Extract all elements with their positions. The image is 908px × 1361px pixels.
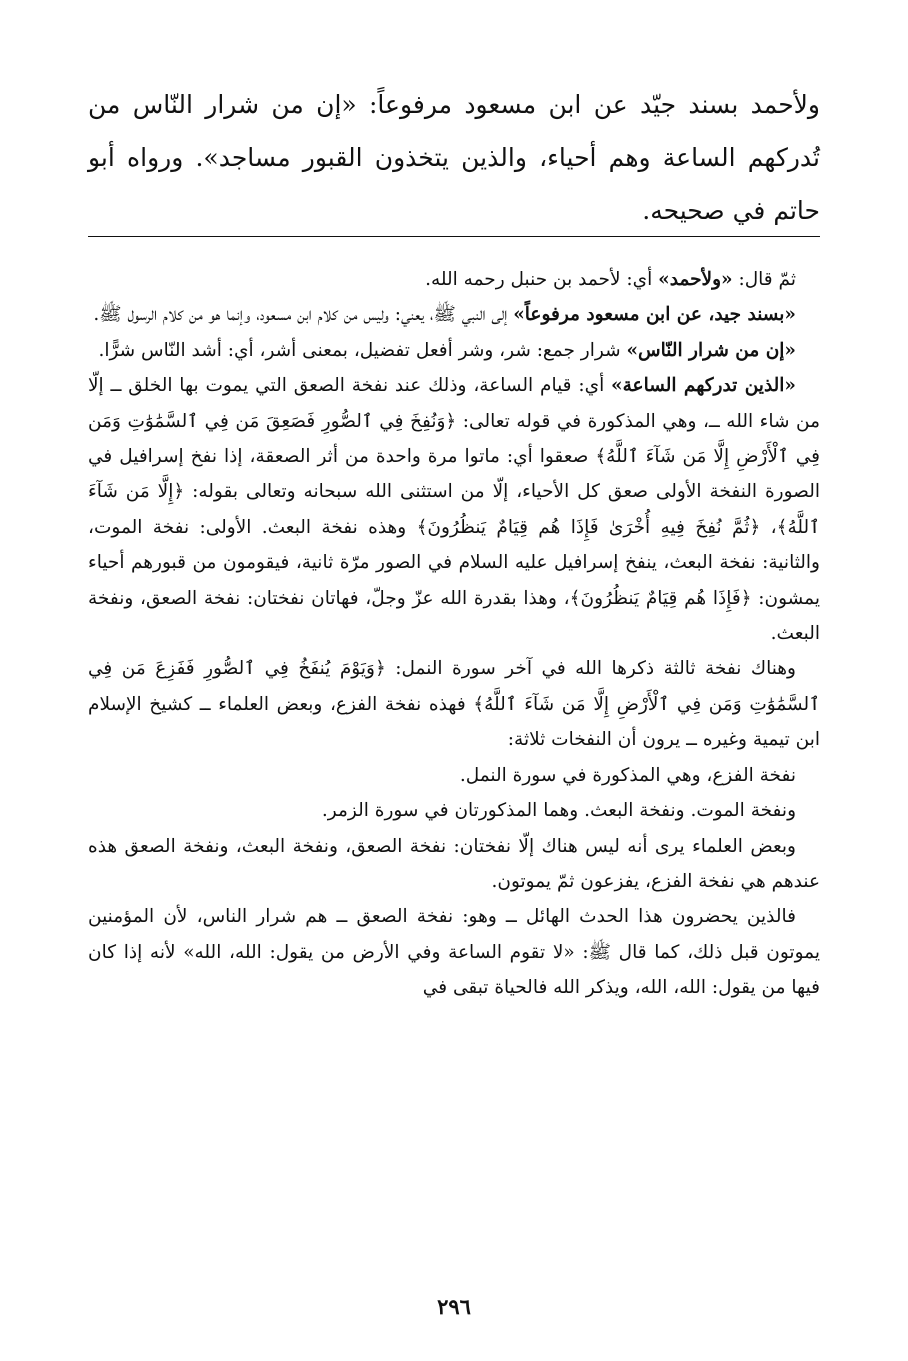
commentary-paragraph: «إن من شرار النّاس» شرار جمع: شر، وشر أفعل تفضيل، بمعنى أشر، أي: أشد النّاس شرًّا.: [98, 339, 796, 361]
main-text: ولأحمد بسند جيّد عن ابن مسعود مرفوعاً: «إن من شرار النّاس من تُدركهم الساعة وهم أحياء، والذين يتخذون القبور مساجد». ورواه أبو حاتم في صحيحه.: [88, 90, 820, 225]
commentary: [88, 262, 820, 1006]
commentary-paragraph: ثمّ قال: «ولأحمد» أي: لأحمد بن حنبل رحمه الله.: [425, 269, 796, 290]
commentary-paragraph: ونفخة الموت. ونفخة البعث. وهما المذكورتان في سورة الزمر.: [321, 800, 796, 822]
page-number: ٢٩٦: [437, 1294, 471, 1319]
commentary-paragraph: فالذين يحضرون هذا الحدث الهائل ــ وهو: نفخة الصعق ــ هم شرار الناس، لأن المؤمنين يموتون قبل ذلك، كما قال ﷺ: «لا تقوم الساعة وفي الأرض من يقول: الله، الله» لأنه إذا كان فيها من يقول: الله، الله، ويذكر الله فالحياة تبقى في: [88, 906, 820, 999]
commentary-paragraph: وهناك نفخة ثالثة ذكرها الله في آخر سورة النمل: ﴿وَيَوْمَ يُنفَخُ فِي ٱلصُّورِ فَفَزِعَ مَن فِي ٱلسَّمَٰوَٰتِ وَمَن فِي ٱلْأَرْضِ إِلَّا مَن شَآءَ ٱللَّهُ﴾ فهذه نفخة الفزع، وبعض العلماء ــ كشيخ الإسلام ابن تيمية وغيره ــ يرون أن النفخات ثلاثة:: [88, 658, 820, 751]
divider-line: [88, 236, 820, 237]
commentary-paragraph: وبعض العلماء يرى أنه ليس هناك إلّا نفختان: نفخة الصعق، ونفخة البعث، ونفخة الصعق هذه عندهم هي نفخة الفزع، يفزعون ثمّ يموتون.: [88, 835, 820, 892]
commentary-paragraph: نفخة الفزع، وهي المذكورة في سورة النمل.: [459, 764, 796, 786]
commentary-paragraph: «بسند جيد، عن ابن مسعود مرفوعاً» إلى النبي ﷺ، يعني: وليس من كلام ابن مسعود، وإنما هو من كلام الرسول ﷺ.: [93, 304, 796, 326]
commentary-paragraph: «الذين تدركهم الساعة» أي: قيام الساعة، وذلك عند نفخة الصعق التي يموت بها الخلق ــ إلّا من شاء الله ــ، وهي المذكورة في قوله تعالى: ﴿وَنُفِخَ فِي ٱلصُّورِ فَصَعِقَ مَن فِي ٱلسَّمَٰوَٰتِ وَمَن فِي ٱلْأَرْضِ إِلَّا مَن شَآءَ ٱللَّهُ﴾ صعقوا أي: ماتوا مرة واحدة من أثر الصعقة، إذا نفخ إسرافيل في الصورة النفخة الأولى صعق كل الأحياء، إلّا من استثنى الله سبحانه وتعالى بقوله: ﴿إِلَّا مَن شَآءَ ٱللَّهُ﴾، ﴿ثُمَّ نُفِخَ فِيهِ أُخْرَىٰ فَإِذَا هُم قِيَامٌ يَنظُرُونَ﴾ وهذه نفخة البعث. الأولى: نفخة الموت، والثانية: نفخة البعث، ينفخ إسرافيل عليه السلام في الصور مرّة ثانية، فيقومون من قبورهم أحياء يمشون: ﴿فَإِذَا هُم قِيَامٌ يَنظُرُونَ﴾، وهذا بقدرة الله عزّ وجلّ، فهاتان نفختان: نفخة الصعق، ونفخة البعث.: [88, 375, 820, 645]
